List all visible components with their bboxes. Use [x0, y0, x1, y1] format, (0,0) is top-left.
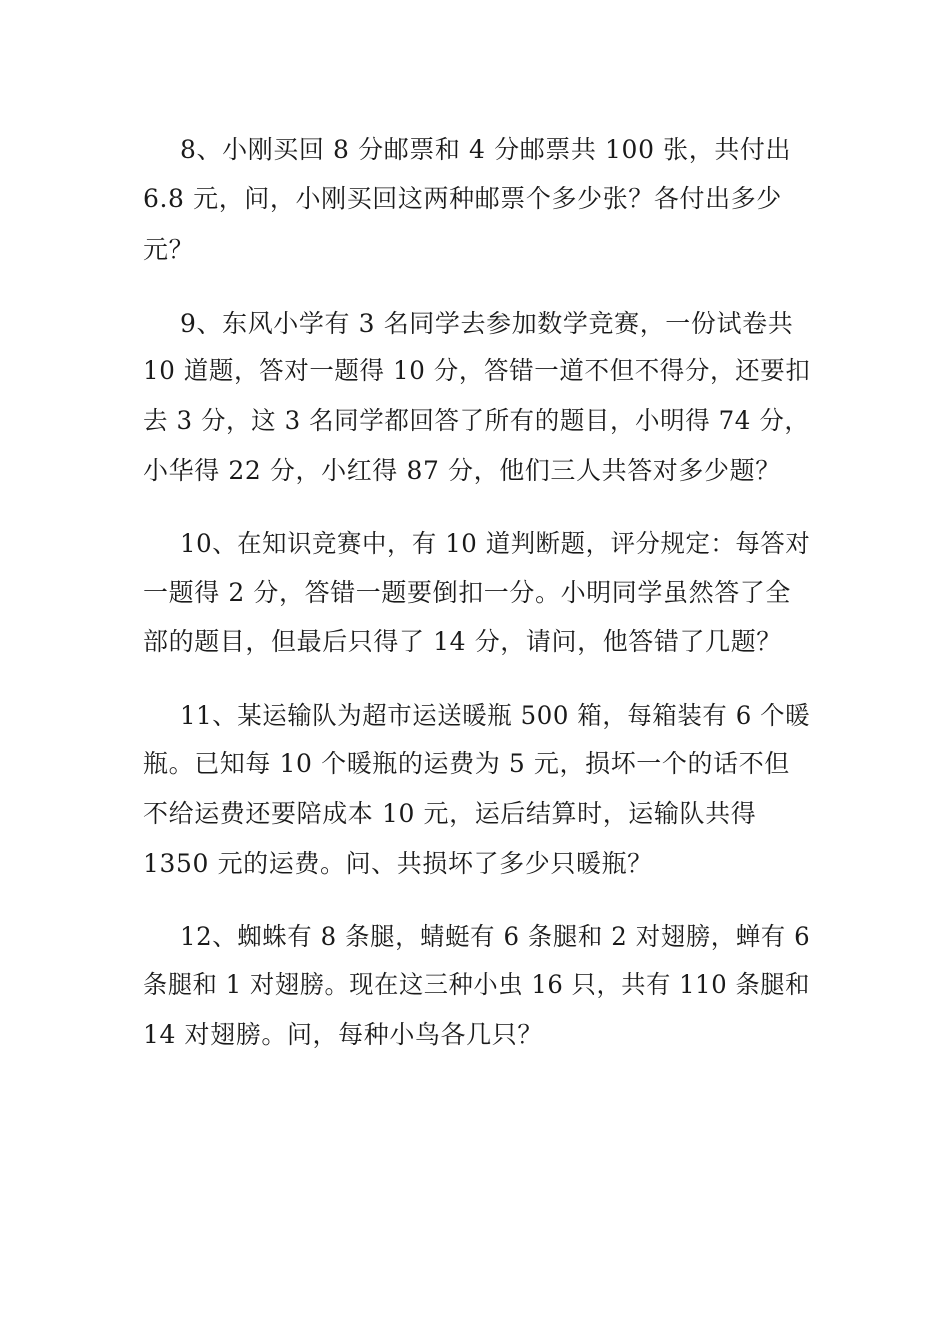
problem-11-line-2: 瓶。已知每 10 个暖瓶的运费为 5 元，损坏一个的话不但 — [143, 749, 790, 778]
problem-12-line-2: 条腿和 1 对翅膀。现在这三种小虫 16 只，共有 110 条腿和 — [143, 970, 810, 999]
problem-11-line-4: 1350 元的运费。问、共损坏了多少只暖瓶？ — [143, 849, 653, 878]
problem-8-line-1: 8、小刚买回 8 分邮票和 4 分邮票共 100 张，共付出 — [180, 135, 792, 164]
problem-9-line-4: 小华得 22 分，小红得 87 分，他们三人共答对多少题？ — [143, 456, 781, 485]
problem-10-line-1: 10、在知识竞赛中，有 10 道判断题，评分规定：每答对 — [180, 529, 811, 558]
problem-9-line-3: 去 3 分，这 3 名同学都回答了所有的题目，小明得 74 分， — [143, 406, 810, 435]
problem-9-line-2: 10 道题，答对一题得 10 分，答错一道不但不得分，还要扣 — [143, 356, 811, 385]
problem-12-line-3: 14 对翅膀。问，每种小鸟各几只？ — [143, 1020, 543, 1049]
problem-11-line-1: 11、某运输队为超市运送暖瓶 500 箱，每箱装有 6 个暖 — [180, 701, 811, 730]
problem-8-line-2: 6.8 元，问，小刚买回这两种邮票个多少张？各付出多少 — [143, 184, 782, 213]
problem-10-line-2: 一题得 2 分，答错一题要倒扣一分。小明同学虽然答了全 — [143, 578, 792, 607]
problem-10-line-3: 部的题目，但最后只得了 14 分，请问，他答错了几题？ — [143, 627, 782, 656]
problem-9-line-1: 9、东风小学有 3 名同学去参加数学竞赛，一份试卷共 — [180, 309, 794, 338]
problem-8-line-3: 元？ — [143, 235, 195, 264]
problem-12-line-1: 12、蜘蛛有 8 条腿，蜻蜓有 6 条腿和 2 对翅膀，蝉有 6 — [180, 922, 811, 951]
problem-11-line-3: 不给运费还要陪成本 10 元，运后结算时，运输队共得 — [143, 799, 757, 828]
